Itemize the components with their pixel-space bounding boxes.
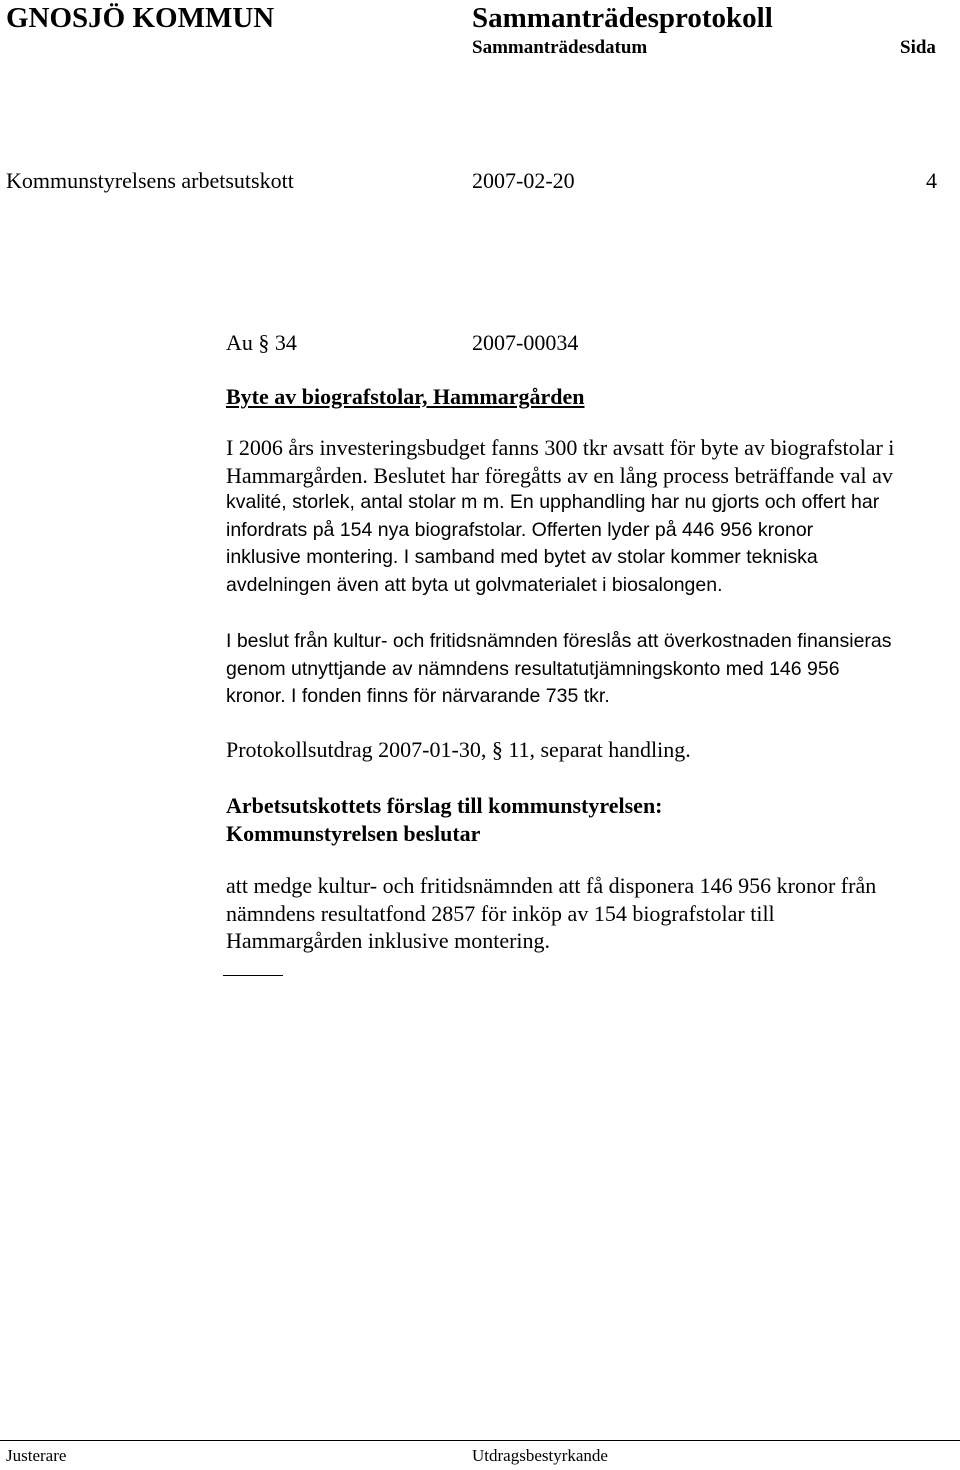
paragraph-financing bbox=[226, 628, 892, 711]
paragraph-reference bbox=[226, 736, 691, 764]
end-marker-line bbox=[223, 975, 283, 976]
meeting-date-label: Sammanträdesdatum bbox=[472, 37, 648, 58]
text-line: kronor. I fonden finns för närvarande 735 tkr. bbox=[226, 685, 610, 707]
page-number: 4 bbox=[926, 168, 937, 193]
footer-utdragsbestyrkande: Utdragsbestyrkande bbox=[472, 1446, 608, 1465]
proposal-heading-block bbox=[226, 792, 663, 847]
committee-name: Kommunstyrelsens arbetsutskott bbox=[6, 168, 294, 193]
text-line: nämndens resultatfond 2857 för inköp av 154 biografstolar till bbox=[226, 900, 775, 926]
proposal-decision bbox=[226, 872, 876, 955]
text-line: avdelningen även att byta ut golvmaterialet i biosalongen. bbox=[226, 573, 723, 596]
meeting-date: 2007-02-20 bbox=[472, 168, 575, 193]
text-line: genom utnyttjande av nämndens resultatutjämningskonto med 146 956 bbox=[226, 657, 840, 680]
footer-justerare: Justerare bbox=[6, 1446, 67, 1465]
paragraph-background bbox=[226, 434, 894, 599]
proposal-subheading: Kommunstyrelsen beslutar bbox=[226, 820, 481, 846]
text-line: I beslut från kultur- och fritidsnämnden föreslås att överkostnaden finansieras bbox=[226, 630, 892, 652]
text-line: att medge kultur- och fritidsnämnden att få disponera 146 956 kronor från bbox=[226, 873, 877, 898]
text-line: infordrats på 154 nya biografstolar. Offerten lyder på 446 956 kronor bbox=[226, 518, 814, 541]
paragraph-id: Au § 34 bbox=[226, 330, 297, 355]
text-line: Hammargården. Beslutet har föregåtts av en lång process beträffande val av bbox=[226, 462, 893, 488]
proposal-heading: Arbetsutskottets förslag till kommunstyrelsen: bbox=[226, 793, 663, 818]
item-subject: Byte av biografstolar, Hammargården bbox=[226, 384, 585, 409]
text-line: I 2006 års investeringsbudget fanns 300 tkr avsatt för byte av biografstolar i bbox=[226, 435, 895, 460]
organization-name: GNOSJÖ KOMMUN bbox=[6, 2, 275, 34]
page-label: Sida bbox=[900, 37, 936, 58]
text-line: kvalité, storlek, antal stolar m m. En upphandling har nu gjorts och offert har bbox=[226, 491, 880, 513]
footer-divider bbox=[0, 1440, 960, 1441]
text-line: Protokollsutdrag 2007-01-30, § 11, separat handling. bbox=[226, 737, 691, 762]
case-number: 2007-00034 bbox=[472, 330, 579, 355]
text-line: inklusive montering. I samband med bytet av stolar kommer tekniska bbox=[226, 546, 818, 568]
document-title: Sammanträdesprotokoll bbox=[472, 2, 773, 34]
text-line: Hammargården inklusive montering. bbox=[226, 928, 551, 953]
